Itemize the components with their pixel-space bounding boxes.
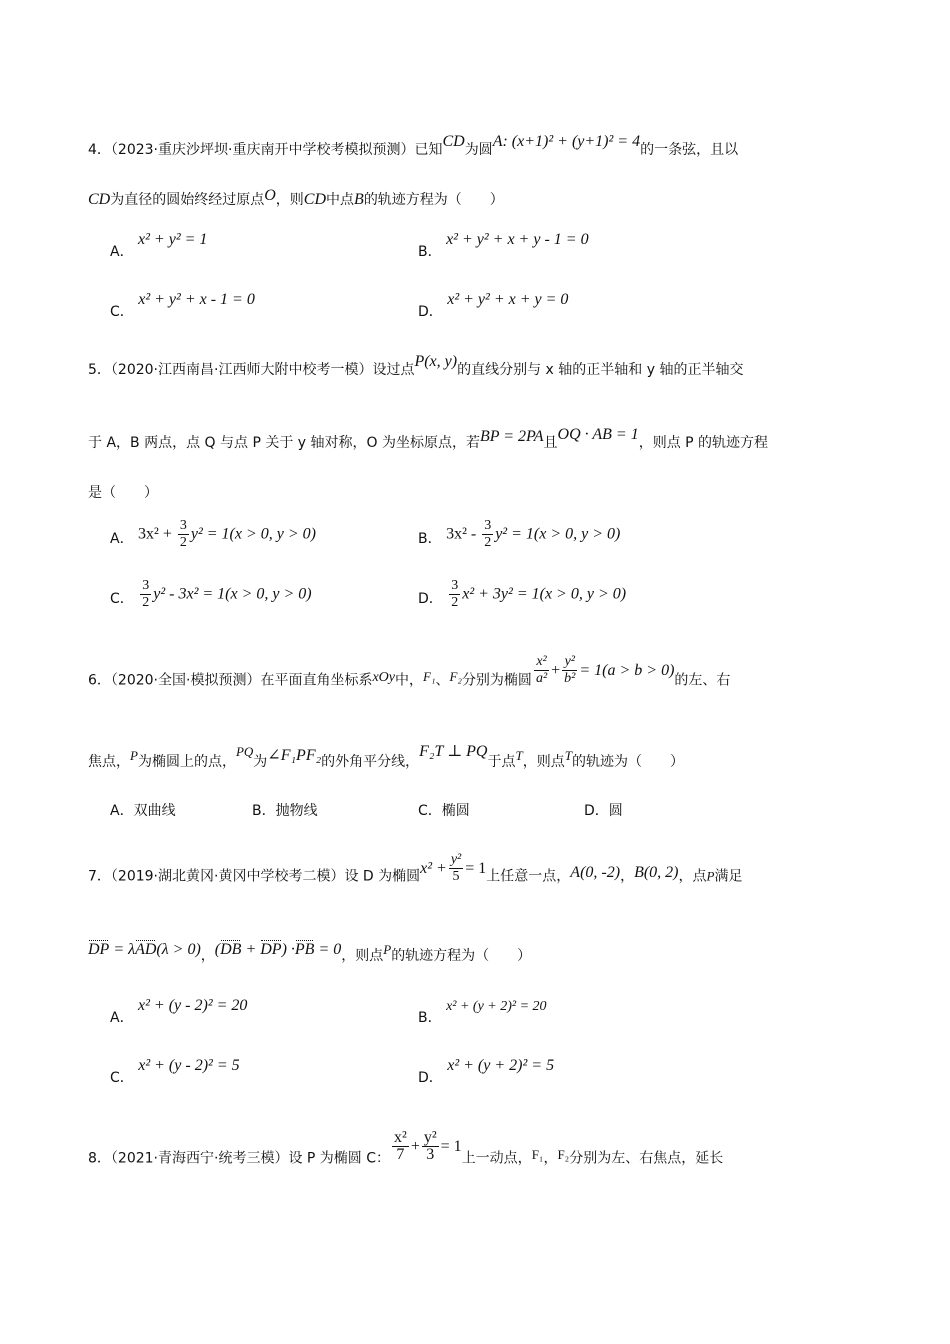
plus-sign: + (410, 1137, 420, 1155)
fraction (178, 518, 189, 551)
option-text: 双曲线 (133, 803, 176, 819)
numerator: x² (394, 1129, 407, 1146)
question-number: 8． (88, 1150, 111, 1167)
text: ，点 (678, 868, 707, 885)
comma: ， (620, 868, 635, 885)
option-label: A． (110, 530, 134, 547)
text: ，则 (275, 192, 304, 208)
option-expr: x² + (y - 2)² = 20 (138, 997, 248, 1014)
denominator: 5 (452, 869, 460, 884)
numerator: y² (423, 1129, 437, 1146)
math-f1: F₁ (423, 668, 436, 684)
q5-option-d[interactable] (418, 578, 626, 611)
numerator: 3 (142, 578, 150, 593)
question-4-line-2 (88, 187, 504, 210)
fraction (449, 578, 460, 611)
text: 且 (543, 435, 558, 451)
q6-option-c[interactable] (418, 801, 470, 821)
math-eq: = 1 (465, 859, 487, 877)
text: 的直线分别与 x 轴的正半轴和 y 轴的正半轴交 (457, 362, 744, 378)
option-label: C． (110, 304, 134, 320)
question-7-line-2 (88, 941, 532, 966)
text: 为 (253, 754, 268, 770)
comma: ， (543, 1150, 558, 1167)
text: 为圆 (464, 142, 493, 158)
option-expr: y² = 1(x > 0, y > 0) (190, 525, 317, 543)
question-source: （2020·江西南昌·江西师大附中校考一模） (110, 362, 373, 378)
question-number: 7． (88, 868, 111, 885)
q5-option-c[interactable] (110, 578, 312, 611)
option-expr: y² - 3x² = 1(x > 0, y > 0) (153, 585, 312, 603)
option-label: A． (110, 803, 134, 819)
option-label: B． (418, 244, 442, 260)
option-expr: x² + y² + x + y - 1 = 0 (446, 231, 589, 248)
q6-option-b[interactable] (252, 801, 318, 821)
vector-dp: DP (260, 941, 282, 958)
q4-option-c[interactable] (110, 291, 255, 320)
text: 设 D 为椭圆 (344, 868, 421, 885)
math-eq: = 1 (440, 1137, 462, 1155)
text: 分别为椭圆 (461, 672, 532, 689)
option-label: A． (110, 244, 134, 260)
q4-option-b[interactable] (418, 231, 589, 260)
math-f1: F₁ (531, 1146, 544, 1162)
math-perpendicular: F₂T ⊥ PQ (419, 743, 488, 760)
numerator: 3 (179, 518, 187, 533)
math-p: P (706, 868, 715, 884)
denominator: 2 (142, 595, 150, 610)
math-point-b: B(0, 2) (634, 863, 679, 881)
option-text: 圆 (608, 803, 623, 819)
numerator: x² (534, 654, 549, 671)
math-b: B (354, 191, 364, 208)
text: 的轨迹方程为（ ） (363, 192, 504, 208)
q4-option-a[interactable] (110, 231, 208, 260)
math-cd: CD (442, 133, 465, 150)
question-8-line-1 (88, 1129, 724, 1175)
math-p: P (130, 748, 138, 763)
text: 的轨迹为（ ） (571, 754, 684, 770)
question-5-line-2 (88, 426, 769, 453)
q7-option-b[interactable] (418, 996, 547, 1026)
option-label: C． (110, 590, 134, 607)
question-source: （2019·湖北黄冈·黄冈中学校考二模） (110, 868, 345, 885)
text: 分别为左、右焦点，延长 (569, 1150, 724, 1167)
math-xoy: xOy (372, 669, 395, 685)
numerator: y² (450, 852, 462, 867)
math-f2: F₂ (557, 1146, 570, 1162)
math-condition-1 (88, 941, 201, 958)
option-label: B． (252, 803, 276, 819)
text: 中点 (326, 192, 355, 208)
option-expr: 3x² + (138, 525, 176, 543)
denominator: 2 (451, 595, 459, 610)
text: 、 (435, 672, 450, 689)
denominator: 7 (396, 1146, 405, 1163)
question-source: （2021·青海西宁·统考三模） (110, 1150, 289, 1167)
text: 上一动点， (461, 1150, 532, 1167)
text: + (241, 941, 261, 958)
question-number: 6． (88, 672, 111, 689)
text: 的轨迹方程为（ ） (391, 948, 532, 964)
question-number: 4． (88, 142, 111, 158)
q5-option-a[interactable] (110, 518, 316, 551)
math-angle: ∠F₁PF₂ (267, 747, 322, 764)
math-circle-equation: A: (x+1)² + (y+1)² = 4 (492, 133, 641, 150)
text: 满足 (714, 868, 743, 885)
math-condition-bp: BP = 2PA (480, 428, 544, 445)
numerator: y² (562, 654, 577, 671)
question-5-line-1 (88, 353, 744, 380)
q7-option-a[interactable] (110, 996, 248, 1026)
text: (λ > 0) (156, 941, 201, 958)
denominator: 3 (426, 1146, 435, 1163)
question-6-line-2 (88, 743, 684, 772)
question-4-line-1 (88, 133, 739, 160)
option-expr: x² + y² + x + y = 0 (447, 291, 569, 308)
math-ellipse-tail: = 1(a > b > 0) (579, 661, 675, 679)
vector-pb: PB (294, 941, 315, 958)
option-label: D． (418, 1070, 443, 1086)
option-text: 椭圆 (441, 803, 470, 819)
math-p: P (383, 942, 392, 957)
q5-option-b[interactable] (418, 518, 620, 551)
text: 为直径的圆始终经过原点 (110, 192, 265, 208)
fraction-x2-7 (392, 1130, 409, 1163)
plus-sign: + (551, 661, 561, 679)
option-label: B． (418, 1010, 442, 1026)
denominator: a² (535, 671, 548, 686)
text: ， (200, 948, 215, 964)
vector-dp: DP (88, 941, 110, 958)
text: ，则点 (341, 948, 384, 964)
text: 上任意一点， (486, 868, 571, 885)
numerator: 3 (451, 578, 459, 593)
q7-option-d[interactable] (418, 1056, 555, 1086)
q6-option-a[interactable] (110, 801, 176, 821)
text: 设 P 为椭圆 C： (288, 1150, 391, 1167)
fraction (482, 518, 493, 551)
text: ) · (281, 941, 295, 958)
text: ，则点 (522, 754, 565, 770)
text: = 0 (314, 941, 342, 958)
text: 中， (395, 672, 423, 689)
fraction-y2-3 (422, 1130, 439, 1163)
text: 于 A，B 两点，点 Q 与点 P 关于 y 轴对称，O 为坐标原点，若 (88, 435, 480, 451)
question-source: （2020·全国·模拟预测） (110, 672, 261, 689)
math-t: T (515, 748, 523, 763)
text: 于点 (487, 754, 516, 770)
option-label: B． (418, 530, 442, 547)
option-expr: y² = 1(x > 0, y > 0) (495, 525, 621, 543)
q6-option-d[interactable] (584, 801, 623, 821)
option-expr: x² + (y + 2)² = 20 (446, 999, 547, 1014)
text: 焦点， (88, 754, 130, 770)
option-text: 抛物线 (275, 803, 318, 819)
question-5-line-3 (88, 483, 158, 503)
option-expr: 3x² - (446, 525, 481, 543)
math-o: O (264, 187, 276, 204)
text: 已知 (414, 142, 443, 158)
fraction-x2-a2 (534, 654, 549, 687)
fraction-y2-b2 (562, 654, 577, 687)
text: 的一条弦，且以 (640, 142, 739, 158)
math-cd: CD (88, 191, 111, 208)
math-x2: x² + (420, 859, 447, 877)
text: 的外角平分线， (321, 754, 420, 770)
option-label: C． (418, 803, 442, 819)
math-point-p: P(x, y) (414, 353, 458, 370)
option-label: A． (110, 1010, 134, 1026)
q7-option-c[interactable] (110, 1056, 240, 1086)
option-label: D． (584, 803, 609, 819)
question-number: 5． (88, 362, 111, 378)
text: ( (214, 941, 221, 958)
math-condition-oq-ab: OQ · AB = 1 (557, 426, 639, 443)
option-expr: x² + (y - 2)² = 5 (138, 1057, 240, 1074)
text: 设过点 (372, 362, 415, 378)
question-7-line-1 (88, 852, 743, 893)
math-condition-2 (215, 941, 341, 958)
text: ，则点 P 的轨迹方程 (638, 435, 769, 451)
text: = λ (109, 941, 136, 958)
option-label: C． (110, 1070, 134, 1086)
denominator: 2 (179, 535, 187, 550)
math-t: T (564, 748, 572, 763)
fraction-y2-5 (449, 852, 463, 885)
text: 的左、右 (674, 672, 731, 689)
text: 是（ ） (88, 485, 158, 501)
option-expr: x² + (y + 2)² = 5 (447, 1057, 555, 1074)
option-expr: x² + 3y² = 1(x > 0, y > 0) (462, 585, 627, 603)
math-f2: F₂ (449, 668, 462, 684)
text: 在平面直角坐标系 (260, 672, 373, 689)
math-cd: CD (303, 191, 327, 208)
math-point-a: A(0, -2) (570, 863, 621, 881)
question-source: （2023·重庆沙坪坝·重庆南开中学校考模拟预测） (110, 142, 415, 158)
fraction (140, 578, 151, 611)
denominator: 2 (484, 535, 492, 550)
q4-option-d[interactable] (418, 291, 569, 320)
option-label: D． (418, 590, 443, 607)
numerator: 3 (484, 518, 492, 533)
math-pq: PQ (235, 744, 254, 759)
option-label: D． (418, 304, 443, 320)
vector-db: DB (220, 941, 242, 958)
option-expr: x² + y² + x - 1 = 0 (138, 291, 255, 308)
vector-ad: AD (135, 941, 157, 958)
option-expr: x² + y² = 1 (138, 231, 208, 248)
denominator: b² (564, 671, 576, 686)
text: 为椭圆上的点， (137, 754, 236, 770)
question-6-line-1 (88, 654, 731, 697)
